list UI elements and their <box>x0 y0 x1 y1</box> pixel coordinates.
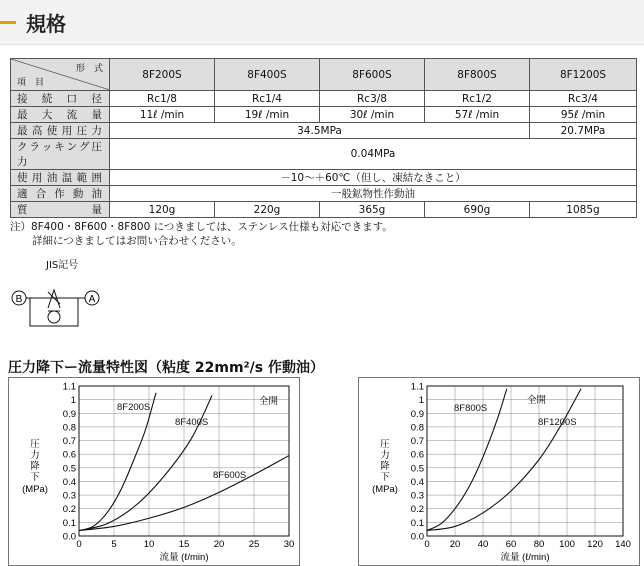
series-label: 8F200S <box>117 402 151 413</box>
table-cell: 120g <box>110 202 215 218</box>
y-tick-label: 0.0 <box>62 531 76 543</box>
y-tick-label: 0.5 <box>62 463 76 475</box>
series-label: 8F400S <box>175 417 209 428</box>
x-tick-label: 140 <box>615 539 631 550</box>
table-cell: 30ℓ /min <box>320 107 425 123</box>
x-tick-label: 10 <box>143 539 155 550</box>
x-axis-label: 流量 (ℓ/min) <box>159 552 209 563</box>
table-cell: 95ℓ /min <box>530 107 637 123</box>
table-cell: 690g <box>425 202 530 218</box>
y-tick-label: 0.8 <box>62 422 76 434</box>
series-label: 8F800S <box>454 403 488 414</box>
header-accent-bar <box>0 21 16 24</box>
y-tick-label: 0.4 <box>62 476 76 488</box>
spec-table <box>10 58 637 218</box>
x-tick-label: 60 <box>505 539 517 550</box>
x-tick-label: 20 <box>449 539 461 550</box>
table-cell: Rc1/8 <box>110 91 215 107</box>
series-line <box>427 389 581 531</box>
footnote-line: 詳細につきましてはお問い合わせください。 <box>32 235 242 247</box>
y-tick-label: 1 <box>418 395 424 407</box>
jis-symbol-label: JIS記号 <box>46 260 79 271</box>
table-row <box>11 186 637 202</box>
table-row <box>11 202 637 218</box>
footnote <box>10 220 393 248</box>
spec-corner-cell <box>11 59 110 91</box>
footnote-line: 注）8F400・8F600・8F800 につきましては、ステンレス仕様も対応できます。 <box>10 221 393 233</box>
port-a-label: A <box>88 294 96 305</box>
y-tick-label: 0.8 <box>410 422 424 434</box>
y-tick-label: 0.3 <box>410 490 424 502</box>
port-b-label: B <box>15 294 23 305</box>
page-title: 規格 <box>26 12 66 36</box>
x-axis-label: 流量 (ℓ/min) <box>500 552 550 563</box>
spec-header-row <box>11 59 637 91</box>
full-open-annotation: 全開 <box>527 395 547 406</box>
y-tick-label: 0.7 <box>62 436 76 448</box>
table-cell: 220g <box>215 202 320 218</box>
y-tick-label: 0.2 <box>410 504 424 516</box>
x-tick-label: 0 <box>424 539 430 550</box>
table-row <box>11 91 637 107</box>
y-tick-label: 0.9 <box>62 408 76 420</box>
y-tick-label: 1.1 <box>62 381 76 393</box>
table-cell: 20.7MPa <box>530 123 637 139</box>
series-line <box>79 396 212 531</box>
model-header: 8F200S <box>110 59 215 91</box>
x-tick-label: 100 <box>559 539 575 550</box>
table-cell: 一般鉱物性作動油 <box>110 186 637 202</box>
row-label: 最高使用圧力 <box>11 123 110 139</box>
chart-left <box>8 377 300 566</box>
model-header: 8F600S <box>320 59 425 91</box>
row-label: 接続口径 <box>11 91 110 107</box>
y-tick-label: 0.9 <box>410 408 424 420</box>
model-header: 8F1200S <box>530 59 637 91</box>
y-tick-label: 0.1 <box>62 517 76 529</box>
y-tick-label: 0.4 <box>410 476 424 488</box>
model-header: 8F800S <box>425 59 530 91</box>
table-cell: Rc3/8 <box>320 91 425 107</box>
table-cell: 34.5MPa <box>110 123 530 139</box>
x-tick-label: 120 <box>587 539 603 550</box>
series-label: 8F1200S <box>538 417 577 428</box>
table-cell: Rc1/2 <box>425 91 530 107</box>
table-cell: 1085g <box>530 202 637 218</box>
page-header <box>0 0 644 45</box>
x-tick-label: 0 <box>76 539 82 550</box>
x-tick-label: 30 <box>283 539 295 550</box>
x-tick-label: 40 <box>477 539 489 550</box>
x-tick-label: 20 <box>213 539 225 550</box>
y-tick-label: 1 <box>70 395 76 407</box>
table-row <box>11 107 637 123</box>
table-cell: 57ℓ /min <box>425 107 530 123</box>
y-axis-label: 圧力降下(MPa) <box>22 439 48 495</box>
jis-symbol <box>8 256 118 336</box>
table-cell: Rc1/4 <box>215 91 320 107</box>
full-open-annotation: 全開 <box>259 396 279 407</box>
section-title: 圧力降下ー流量特性図（粘度 22mm²/s 作動油） <box>8 360 324 376</box>
y-tick-label: 0.1 <box>410 517 424 529</box>
y-tick-label: 0.5 <box>410 463 424 475</box>
y-tick-label: 0.6 <box>62 449 76 461</box>
series-label: 8F600S <box>213 470 247 481</box>
chart-right <box>358 377 640 566</box>
chart-right-svg <box>359 378 639 565</box>
x-tick-label: 80 <box>533 539 545 550</box>
y-tick-label: 0.3 <box>62 490 76 502</box>
table-row <box>11 170 637 186</box>
x-tick-label: 25 <box>248 539 260 550</box>
chart-left-svg <box>9 378 299 565</box>
y-tick-label: 0.7 <box>410 436 424 448</box>
table-cell: 0.04MPa <box>110 139 637 170</box>
table-cell: 19ℓ /min <box>215 107 320 123</box>
y-tick-label: 1.1 <box>410 381 424 393</box>
y-tick-label: 0.0 <box>410 531 424 543</box>
row-label: 適合作動油 <box>11 186 110 202</box>
row-label: クラッキング圧力 <box>11 139 110 170</box>
corner-label-model: 形 式 <box>75 64 103 74</box>
row-label: 使用油温範囲 <box>11 170 110 186</box>
table-cell: －10～＋60℃（但し、凍結なきこと） <box>110 170 637 186</box>
model-header: 8F400S <box>215 59 320 91</box>
row-label: 最大流量 <box>11 107 110 123</box>
table-row <box>11 123 637 139</box>
table-cell: 365g <box>320 202 425 218</box>
row-label: 質量 <box>11 202 110 218</box>
table-cell: 11ℓ /min <box>110 107 215 123</box>
x-tick-label: 15 <box>178 539 190 550</box>
table-row <box>11 139 637 170</box>
y-tick-label: 0.6 <box>410 449 424 461</box>
y-tick-label: 0.2 <box>62 504 76 516</box>
y-axis-label: 圧力降下(MPa) <box>372 439 398 495</box>
x-tick-label: 5 <box>111 539 117 550</box>
corner-label-item: 項 目 <box>17 78 45 88</box>
table-cell: Rc3/4 <box>530 91 637 107</box>
